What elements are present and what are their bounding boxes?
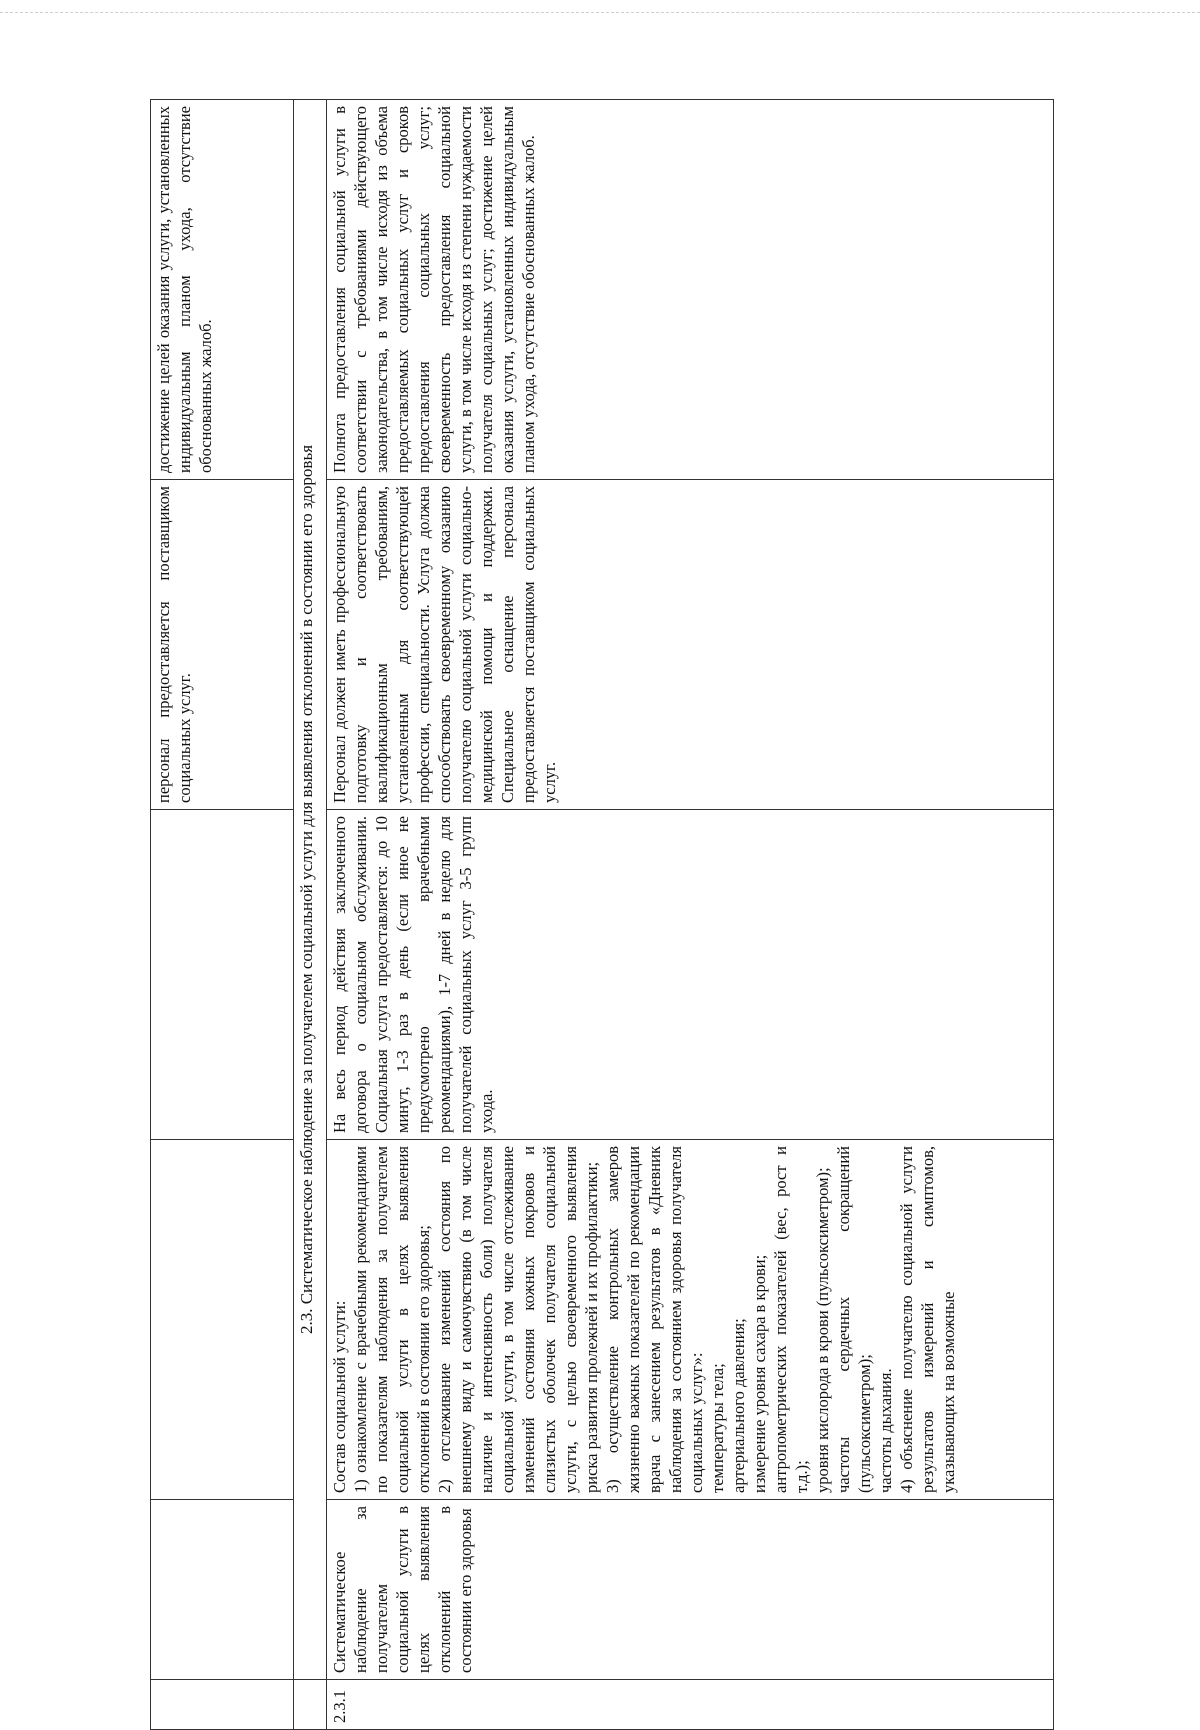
scan-edge-line bbox=[0, 12, 1200, 13]
content-line: 4) объяснение получателю социальной услуги результатов измерений и симптомов, указывающих на возможные bbox=[897, 1146, 958, 1493]
service-conditions: Персонал должен иметь профессиональную подготовку и соответствовать квалификационным требованиям, установленным для соответствующей профессии, специальности. Услуга должна способствовать своевременному оказанию получателю социальной услуги социально-медицинской помощи и поддержки. Специальное оснащение персонала предоставляется поставщиком социальных услуг. bbox=[327, 480, 1054, 810]
content-line: 1) ознакомление с врачебными рекомендациями по показателям наблюдения за получателем социальной услуги в целях выявления отклонений в состоянии его здоровья; bbox=[351, 1146, 433, 1493]
cell-term-empty bbox=[151, 810, 294, 1140]
content-line: частоты сердечных сокращений (пульсоксиметром); bbox=[834, 1146, 874, 1493]
cell-quality-top: достижение целей оказания услуги, установленных индивидуальным планом ухода, отсутствие обоснованных жалоб. bbox=[151, 100, 294, 480]
rotated-table-container bbox=[150, 100, 1090, 1730]
content-line: температуры тела; bbox=[708, 1363, 727, 1493]
service-name: Систематическое наблюдение за получателем социальной услуги в целях выявления отклонений в состоянии его здоровья bbox=[327, 1500, 1054, 1680]
cell-personnel: персонал предоставляется поставщиком социальных услуг. bbox=[151, 480, 294, 810]
content-line: частоты дыхания. bbox=[876, 1368, 895, 1493]
service-quality: Полнота предоставления социальной услуги в соответствии с требованиями действующего законодательства, в том числе исходя из объема предоставляемых социальных услуг и сроков предоставления социальных услуг; своевременность предоставления социальной услуги, в том числе исходя из степени нуждаемости получателя социальных услуг; достижение целей оказания услуги, установленных индивидуальным планом ухода, отсутствие обоснованных жалоб. bbox=[327, 100, 1054, 480]
service-content bbox=[327, 1140, 1054, 1500]
content-line: артериального давления; bbox=[729, 1318, 748, 1493]
cell-name-empty bbox=[151, 1500, 294, 1680]
section-title: 2.3. Систематическое наблюдение за получателем социальной услуги для выявления отклонений в состоянии его здоровья bbox=[294, 100, 327, 1680]
service-number: 2.3.1 bbox=[327, 1680, 1054, 1730]
table-row-service bbox=[327, 100, 1054, 1730]
content-line: уровня кислорода в крови (пульсоксиметром); bbox=[813, 1167, 832, 1493]
content-line: антропометрических показателей (вес, рост и т.д.); bbox=[771, 1146, 811, 1493]
cell-content-empty bbox=[151, 1140, 294, 1500]
cell-number-empty bbox=[151, 1680, 294, 1730]
content-line: измерение уровня сахара в крови; bbox=[750, 1254, 769, 1493]
services-table bbox=[150, 99, 1054, 1730]
service-term: На весь период действия заключенного договора о социальном обслуживании. Социальная услуга предоставляется: до 10 минут, 1-3 раз в день (если иное не предусмотрено врачебными рекомендациями), 1-7 дней в неделю для получателей социальных услуг 3-5 групп ухода. bbox=[327, 810, 1054, 1140]
content-line: Состав социальной услуги: bbox=[330, 1300, 349, 1493]
table-row-section bbox=[294, 100, 327, 1730]
content-line: 2) отслеживание изменений состояния по внешнему виду и самочувствию (в том числе наличие и интенсивность боли) получателя социальной услуги, в том числе отслеживание изменений состояния кожных покровов и слизистых оболочек получателя социальной услуги, с целью своевременного выявления риска развития пролежней и их профилактики; bbox=[435, 1146, 601, 1493]
content-line: 3) осуществление контрольных замеров жизненно важных показателей по рекомендации врача с занесением результатов в «Дневник наблюдения за состоянием здоровья получателя социальных услуг»: bbox=[603, 1146, 706, 1493]
table-row-continuation bbox=[151, 100, 294, 1730]
cell-section-empty bbox=[294, 1680, 327, 1730]
